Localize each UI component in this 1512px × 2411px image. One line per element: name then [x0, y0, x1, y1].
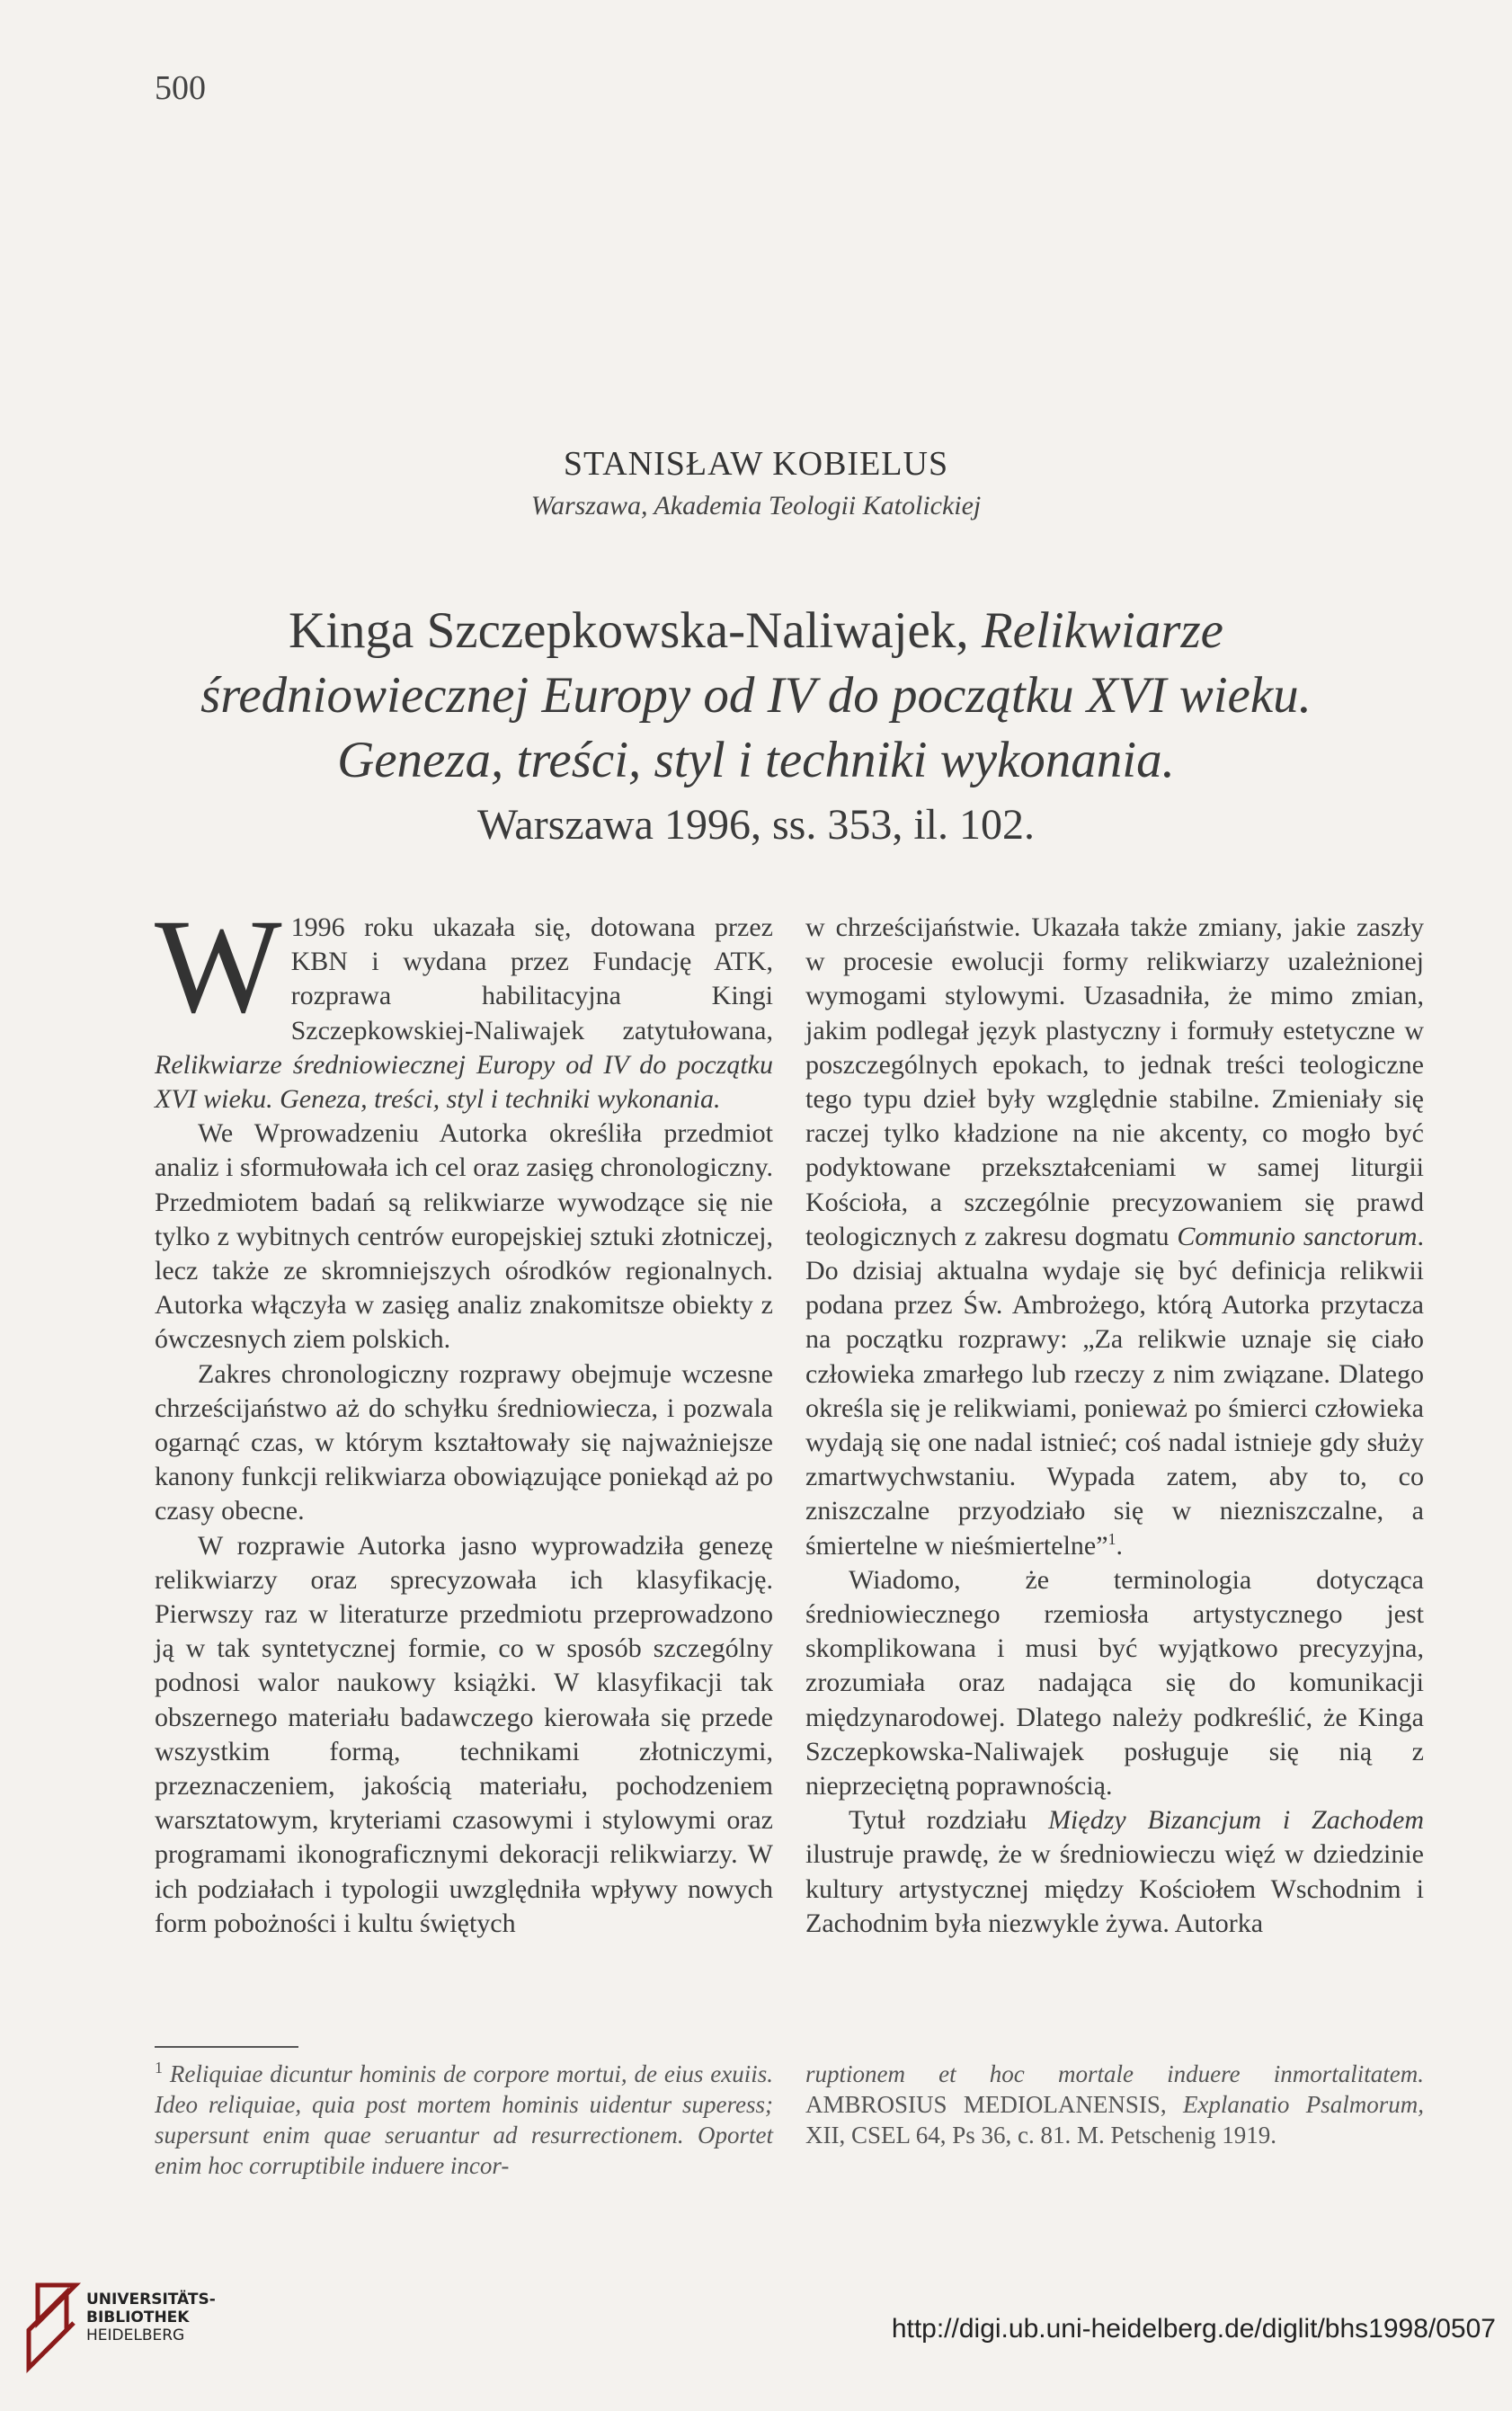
footnote-source-details: XII, CSEL 64, Ps 36, c. 81. M. Petschenig 1919. [805, 2122, 1276, 2149]
title-book-start: Relikwiarze [981, 602, 1223, 659]
paragraph-3: Zakres chronologiczny rozprawy obejmuje wczesne chrześcijaństwo aż do schyłku średniowiecza, i pozwala ogarnąć czas, w którym kształtowały się najważniejsze kanony funkcji relikwiarza obowiązujące poniekąd aż po czasy obecne. [155, 1358, 773, 1526]
paragraph-5-text-b: . Do dzisiaj aktualna wydaje się być definicja relikwii podana przez Św. Ambrożego, którą Autorka przytacza na początku rozprawy: „Za relikwie uznaje się ciało człowieka zmarłego lub rzeczy z nim związane. Dlatego określa się je relikwiami, ponieważ po śmierci człowieka wydają się one nadal istnieć; coś nadal istnieje gdy służy zmartwychwstaniu. Wypada zatem, aby to, co zniszczalne przyodziało się w niezniszczalne, a śmiertelne w nieśmiertelne” [805, 1221, 1424, 1561]
drop-cap: W [155, 892, 282, 1041]
paragraph-1 [155, 892, 773, 1117]
library-name-line-3: HEIDELBERG [86, 2326, 185, 2344]
footnote-marker: 1 [155, 2059, 163, 2077]
footnote-latin-quote: Reliquiae dicuntur hominis de corpore mortui, de eius exuiis. Ideo reliquiae, quia post mortem hominis uidentur superess; supersunt enim quae seruantur ad resurrectionem. Oportet enim hoc corruptibile induere incor- [155, 2060, 773, 2179]
paragraph-7-text-a: Tytuł rozdziału [849, 1805, 1049, 1836]
paragraph-5 [805, 911, 1424, 1563]
communio-sanctorum: Communio sanctorum [1177, 1221, 1418, 1251]
source-url[interactable]: http://digi.ub.uni-heidelberg.de/diglit/bhs1998/0507 [891, 2314, 1496, 2344]
title-publication-info: Warszawa 1996, ss. 353, il. 102. [476, 801, 1036, 849]
footnote-source-author: AMBROSIUS MEDIOLANENSIS, [805, 2091, 1183, 2118]
book-title-italic: Relikwiarze średniowiecznej Europy od IV do początku XVI wieku. Geneza, treści, styl i techniki wykonania. [155, 1049, 773, 1115]
paragraph-5-end: . [1116, 1530, 1124, 1561]
footnote-reference: 1 [1107, 1529, 1116, 1548]
article-title [0, 599, 1512, 858]
footnote-right [805, 2059, 1424, 2150]
chapter-title-italic: Między Bizancjum i Zachodem [1048, 1805, 1424, 1836]
title-line-2: średniowiecznej Europy od IV do początku XVI wieku. [200, 667, 1312, 724]
text-column-left [155, 892, 773, 1941]
title-line-3: Geneza, treści, styl i techniki wykonania. [337, 732, 1175, 788]
paragraph-1-text: 1996 roku ukazała się, dotowana przez KBN i wydana przez Fundację ATK, rozprawa habilitacyjna Kingi Szczepkowskiej-Naliwajek zatytułowana, [290, 912, 773, 1045]
footnote-left [155, 2059, 773, 2181]
footnote-divider [155, 2046, 298, 2048]
title-author-name: Kinga Szczepkowska-Naliwajek, [289, 602, 982, 659]
paragraph-7 [805, 1803, 1424, 1941]
library-name-line-2: BIBLIOTHEK [86, 2309, 190, 2326]
paragraph-6: Wiadomo, że terminologia dotycząca średniowiecznego rzemiosła artystycznego jest skomplikowana i musi być wyjątkowo precyzyjna, zrozumiała oraz nadająca się do komunikacji międzynarodowej. Dlatego należy podkreślić, że Kinga Szczepkowska-Naliwajek posługuje się nią z nieprzeciętną poprawnością. [805, 1564, 1424, 1802]
paragraph-4: W rozprawie Autorka jasno wyprowadziła genezę relikwiarzy oraz sprecyzowała ich klasyfikację. Pierwszy raz w literaturze przedmiotu przeprowadzono ją w tak syntetycznej formie, co w sposób szczególny podnosi walor naukowy książki. W klasyfikacji tak obszernego materiału badawczego kierowała się przede wszystkim formą, technikami złotniczymi, przeznaczeniem, jakością materiału, pochodzeniem warsztatowym, kryteriami czasowymi i stylowymi oraz programami ikonograficznymi dekoracji relikwiarzy. W ich podziałach i typologii uwzględniła wpływy nowych form pobożności i kultu świętych [155, 1530, 773, 1938]
text-column-right [805, 911, 1424, 1941]
paragraph-2: We Wprowadzeniu Autorka określiła przedmiot analiz i sformułowała ich cel oraz zasięg chronologiczny. Przedmiotem badań są relikwiarze wywodzące się nie tylko z wybitnych centrów europejskiej sztuki złotniczej, lecz także ze skromniejszych ośrodków regionalnych. Autorka włączyła w zasięg analiz znakomitsze obiekty z ówczesnych ziem polskich. [155, 1118, 773, 1355]
article-author: STANISŁAW KOBIELUS [563, 445, 949, 483]
paragraph-5-text-a: w chrześcijaństwie. Ukazała także zmiany, jakie zaszły w procesie ewolucji formy relikwiarzy uzależnionej wymogami stylowymi. Uzasadniła, że mimo zmian, jakim podlegał język plastyczny i formuły estetyczne w poszczególnych epokach, to jednak treści teologiczne tego typu dzieł były względnie stabilne. Zmieniały się raczej tylko kładzione na nie akcenty, co mogło być podyktowane przekształceniami w samej liturgii Kościoła, a szczególnie precyzowaniem się prawd teologicznych z zakresu dogmatu [805, 912, 1424, 1251]
page-number: 500 [155, 69, 206, 107]
footnote-source-title: Explanatio Psalmorum, [1182, 2091, 1424, 2118]
author-affiliation: Warszawa, Akademia Teologii Katolickiej [530, 491, 982, 520]
library-name [86, 2291, 216, 2344]
paragraph-7-text-b: ilustruje prawdę, że w średniowieczu więź w dziedzinie kultury artystycznej między Kościołem Wschodnim i Zachodnim była niezwykle żywa. Autorka [805, 1839, 1424, 1938]
footnote-latin-quote-end: ruptionem et hoc mortale induere inmortalitatem. [805, 2060, 1424, 2087]
library-logo-icon [20, 2276, 92, 2375]
library-name-line-1: UNIVERSITÄTS- [86, 2291, 216, 2309]
title-line-1 [0, 599, 1512, 663]
